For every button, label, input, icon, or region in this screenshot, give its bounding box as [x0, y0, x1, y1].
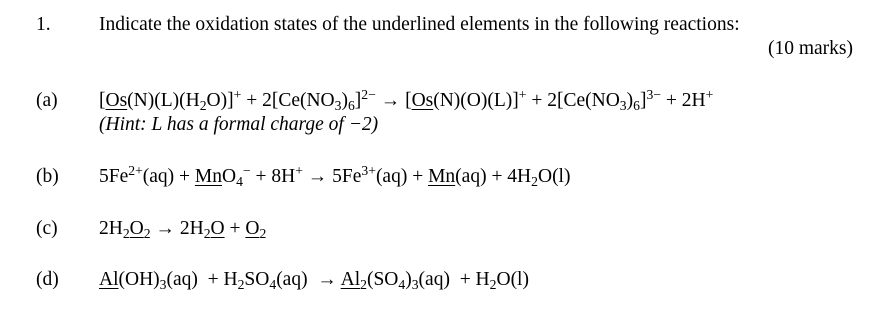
part-d-equation: $Al(OH)_3(aq) + H_2SO_4(aq) \to Al_2(SO_4)_3(aq) + H_2O(l)$ [99, 269, 529, 292]
underlined-element: O [210, 218, 225, 239]
part-a-equation: $[Os(N)(L)(H_2O)]^+ + 2[Ce(NO_3)_6]^{2-} \to [Os(N)(O)(L)]^+ + 2[Ce(NO_3)_6]^{3-} + 2H^+$ [99, 86, 714, 113]
part-c-label: (c) [36, 218, 58, 239]
part-c-equation: $2H_2O_2 \to 2H_2O + O_2$ [99, 218, 267, 241]
part-a-hint: (Hint: L has a formal charge of −2) [99, 114, 379, 135]
part-b-label: (b) [36, 166, 59, 187]
part-b-equation: $5Fe^{2+}(aq) + MnO_4^- + 8H^+ \to 5Fe^{3+}(aq) + Mn(aq) + 4H_2O(l)$ [99, 162, 571, 189]
underlined-element: Mn [428, 166, 456, 187]
underlined-element: Al [99, 269, 119, 290]
underlined-element: Os [105, 90, 128, 111]
part-a-label: (a) [36, 90, 58, 111]
part-d-label: (d) [36, 269, 59, 290]
underlined-element: O [129, 218, 144, 239]
underlined-element: O [245, 218, 260, 239]
underlined-element: Os [411, 90, 434, 111]
underlined-element: Al [340, 269, 361, 290]
marks-label: (10 marks) [767, 38, 853, 59]
question-prompt: Indicate the oxidation states of the underlined elements in the following reactions: [99, 14, 740, 35]
question-number: 1. [36, 14, 51, 35]
underlined-element: Mn [194, 166, 222, 187]
